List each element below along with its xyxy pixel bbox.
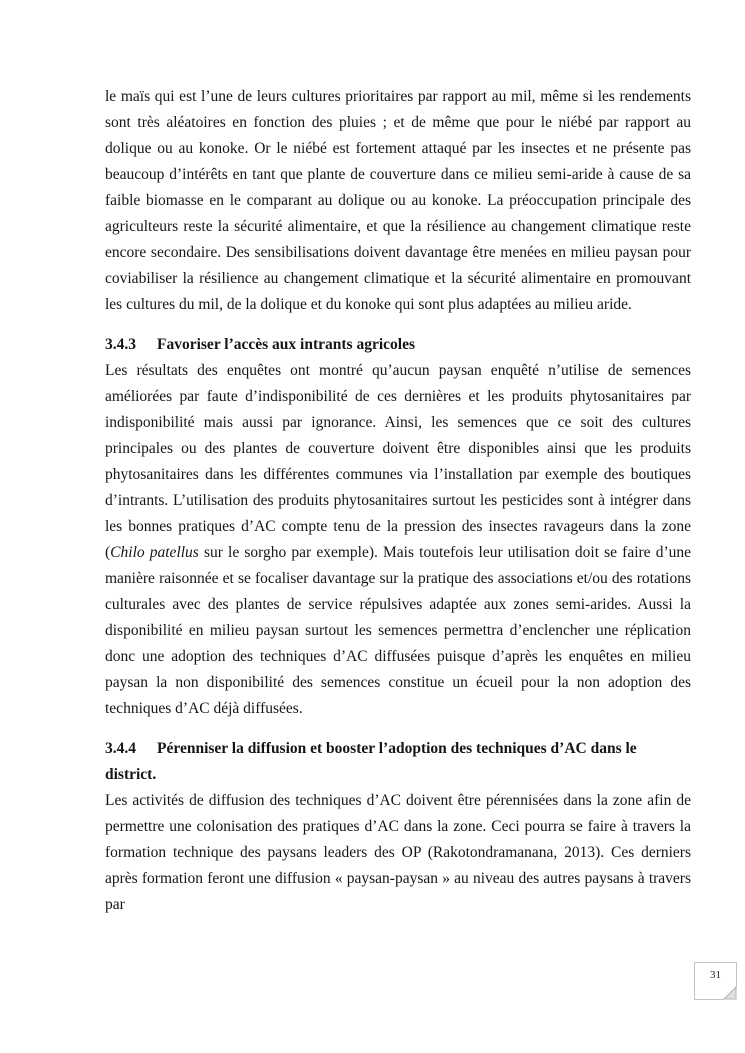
section-number: 3.4.4 [105, 740, 136, 757]
species-name-italic: Chilo patellus [110, 544, 199, 561]
section-heading-343 [105, 332, 691, 358]
page-number-box [694, 962, 737, 1000]
section-343-paragraph [105, 358, 691, 722]
section-title: Pérenniser la diffusion et booster l’adoption des techniques d’AC dans le district. [105, 740, 637, 783]
section-343-text-after-italic: sur le sorgho par exemple). Mais toutefois leur utilisation doit se faire d’une manière raisonnée et se focaliser davantage sur la pratique des associations et/ou des rotations culturales avec des plantes de service répulsives adaptée aux zones semi-arides. Aussi la disponibilité en milieu paysan surtout les semences permettra d’enclencher une réplication donc une adoption des techniques d’AC diffusées puisque d’après les enquêtes en milieu paysan la non disponibilité des semences constitue un écueil pour la non adoption des techniques d’AC déjà diffusées. [105, 544, 691, 717]
section-343-text-before-italic: Les résultats des enquêtes ont montré qu’aucun paysan enquêté n’utilise de semences améliorées par faute d’indisponibilité de ces dernières et les produits phytosanitaires par indisponibilité mais aussi par ignorance. Ainsi, les semences que ce soit des cultures principales ou des plantes de couverture doivent être disponibles ainsi que les produits phytosanitaires dans les différentes communes via l’installation par exemple des boutiques d’intrants. L’utilisation des produits phytosanitaires surtout les pesticides sont à intégrer dans les bonnes pratiques d’AC compte tenu de la pression des insectes ravageurs dans la zone ( [105, 362, 691, 561]
section-heading-344 [105, 736, 691, 788]
section-number: 3.4.3 [105, 336, 136, 353]
section-title: Favoriser l’accès aux intrants agricoles [157, 336, 415, 353]
section-344-paragraph: Les activités de diffusion des techniques d’AC doivent être pérennisées dans la zone afin de permettre une colonisation des pratiques d’AC dans la zone. Ceci pourra se faire à travers la formation technique des paysans leaders des OP (Rakotondramanana, 2013). Ces derniers après formation feront une diffusion « paysan-paysan » au niveau des autres paysans à travers par [105, 792, 691, 913]
page-number: 31 [710, 969, 721, 981]
folded-corner-icon [721, 984, 737, 1000]
page-content [105, 84, 691, 918]
intro-paragraph: le maïs qui est l’une de leurs cultures prioritaires par rapport au mil, même si les rendements sont très aléatoires en fonction des pluies ; et de même que pour le niébé par rapport au dolique ou au konoke. Or le niébé est fortement attaqué par les insectes et ne présente pas beaucoup d’intérêts en tant que plante de couverture dans ce milieu semi-aride à cause de sa faible biomasse en le comparant au dolique ou au konoke. La préoccupation principale des agriculteurs reste la sécurité alimentaire, et que la résilience au changement climatique reste encore secondaire. Des sensibilisations doivent davantage être menées en milieu paysan pour coviabiliser la résilience au changement climatique et la sécurité alimentaire en promouvant les cultures du mil, de la dolique et du konoke qui sont plus adaptées au milieu aride. [105, 88, 691, 313]
